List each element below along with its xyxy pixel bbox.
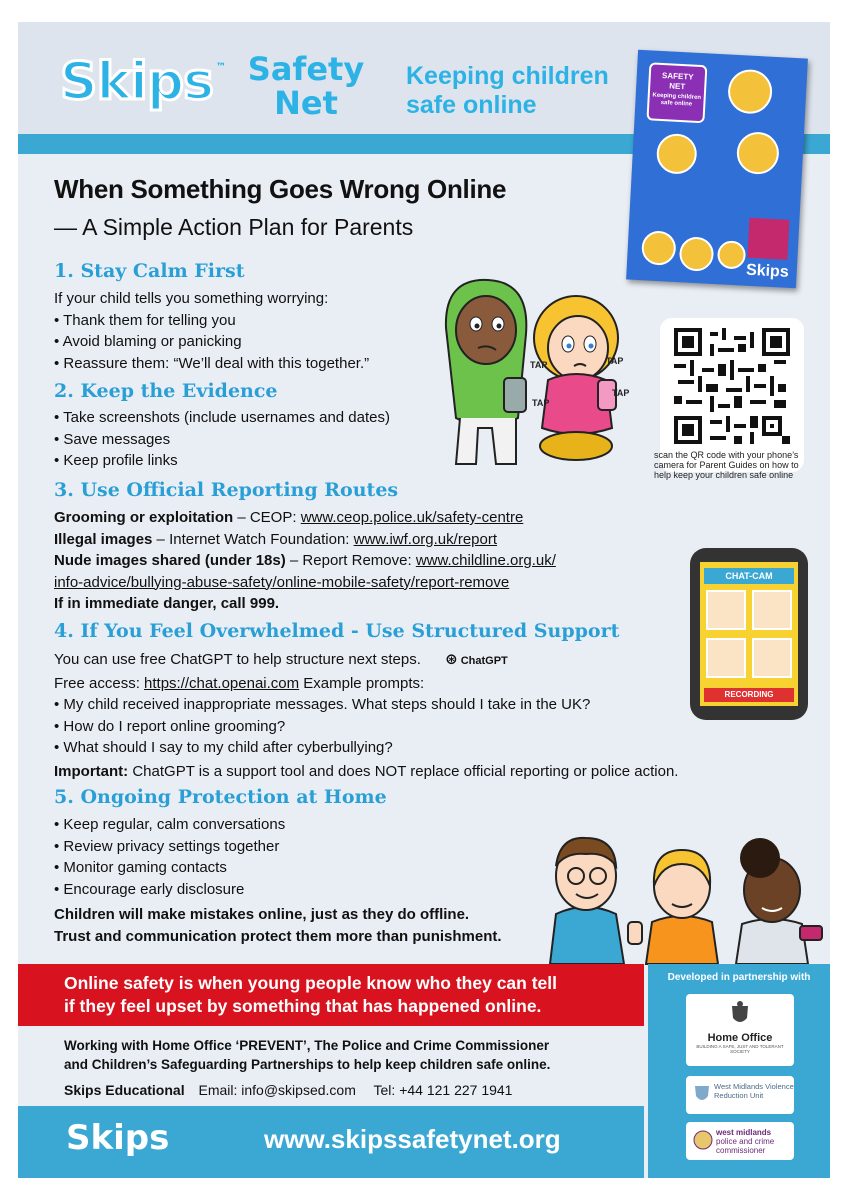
list-item: • Encourage early disclosure (54, 880, 245, 898)
partners-panel (648, 964, 830, 1178)
qr-code-image[interactable] (674, 328, 790, 444)
book-crossword-image (747, 218, 789, 260)
chat-cam-header: CHAT-CAM (704, 568, 794, 584)
page-subtitle: — A Simple Action Plan for Parents (54, 214, 414, 240)
book-cover-image (626, 50, 808, 289)
list-item: • Save messages (54, 430, 171, 448)
list-item: • Thank them for telling you (54, 311, 236, 329)
video-face (706, 590, 746, 630)
tagline: Keeping children safe online (406, 62, 609, 119)
section-3-heading: 3. Use Official Reporting Routes (54, 479, 399, 501)
list-item: • Avoid blaming or panicking (54, 333, 242, 350)
list-item: • Take screenshots (include usernames and dates) (54, 409, 390, 426)
tap-text: TAP (530, 360, 548, 370)
footer-skips-logo: Skips (66, 1118, 170, 1158)
partnership-statement: Working with Home Office ‘PREVENT’, The Police and Crime Commissioner and Children’s Safeguarding Partnerships to help keep children safe online. (64, 1038, 551, 1072)
list-item: • Keep profile links (54, 452, 178, 469)
list-item: • How do I report online grooming? (54, 717, 286, 735)
flyer (18, 22, 830, 1178)
pcc-logo: west midlands police and crime commissioner (686, 1122, 794, 1160)
shield-icon (694, 1084, 710, 1104)
list-item: • Reassure them: “We’ll deal with this together.” (54, 354, 370, 372)
iwf-link[interactable]: www.iwf.org.uk/report (353, 530, 498, 548)
book-illustration-circle (736, 131, 780, 175)
chatgpt-link[interactable]: https://chat.openai.com (144, 674, 300, 692)
qr-code-box[interactable] (660, 318, 804, 472)
book-illustration-circle (679, 236, 715, 272)
page-title: When Something Goes Wrong Online (54, 174, 507, 204)
parents-illustration (536, 830, 826, 964)
openai-icon: ⊛ (445, 651, 458, 668)
safety-net-brand: Safety Net (247, 50, 365, 122)
list-item: • Keep regular, calm conversations (54, 816, 286, 833)
section-3-body: Grooming or exploitation – CEOP: www.ceop.police.uk/safety-centre Illegal images – Internet Watch Foundation: www.iwf.org.uk/report Nude images shared (under 18s) – Report Remove: www.childline.org.uk/ info-advice/bullying-abuse-safety/online-mobile-safety/report-remove If in immediate danger, call 999. (54, 509, 556, 612)
ceop-link[interactable]: www.ceop.police.uk/safety-centre (300, 509, 524, 526)
website-link[interactable]: www.skipssafetynet.org (264, 1124, 561, 1154)
section-4-heading: 4. If You Feel Overwhelmed - Use Structured Support (54, 620, 620, 642)
section-5-body: • Keep regular, calm conversations • Review privacy settings together • Monitor gaming contacts • Encourage early disclosure Children will make mistakes online, just as they do offline. Trust and communication protect them more than punishment. (54, 816, 502, 945)
video-face (706, 638, 746, 678)
contact-line (64, 1082, 526, 1098)
list-item: • My child received inappropriate messages. What steps should I take in the UK? (54, 696, 591, 713)
childline-link-cont[interactable]: info-advice/bullying-abuse-safety/online-mobile-safety/report-remove (54, 573, 510, 591)
video-face (752, 638, 792, 678)
video-face (752, 590, 792, 630)
childline-link[interactable]: www.childline.org.uk/ (415, 552, 556, 569)
section-2-body (54, 407, 390, 472)
safety-message-banner: Online safety is when young people know who they can tell if they feel upset by something that has happened online. (18, 964, 644, 1026)
list-item: • Monitor gaming contacts (54, 859, 227, 876)
chat-cam-phone-illustration (690, 548, 808, 720)
tap-text: TAP (612, 388, 630, 398)
book-title-sticker: SAFETY NET Keeping children safe online (646, 62, 707, 123)
section-1-heading: 1. Stay Calm First (54, 260, 245, 282)
home-office-logo: Home Office BUILDING A SAFE, JUST AND TOLERANT SOCIETY (686, 994, 794, 1066)
qr-caption: scan the QR code with your phone’s camera for Parent Guides on how to help keep your children safe online (654, 450, 799, 480)
section-2-heading: 2. Keep the Evidence (54, 380, 278, 402)
recording-label: RECORDING (704, 688, 794, 702)
org-name: Skips Educational (64, 1082, 185, 1098)
crest-icon (694, 1129, 712, 1151)
book-skips-logo: Skips (745, 261, 790, 281)
section-4-body: You can use free ChatGPT to help structure next steps. ⊛ ChatGPT Free access: https://chat.openai.com Example prompts: • My child received inappropriate messages. What steps should I take in the UK? • How do I report online grooming? • What should I say to my child after cyberbullying? Important: ChatGPT is a support tool and does NOT replace official reporting or police action. (54, 651, 679, 780)
book-illustration-circle (717, 240, 746, 269)
crest-icon (729, 1000, 751, 1028)
skips-logo: Skips ™ (60, 52, 226, 112)
phone-text[interactable]: Tel: +44 121 227 1941 (373, 1082, 513, 1098)
tap-text: TAP (532, 398, 550, 408)
book-illustration-circle (656, 133, 698, 175)
book-illustration-circle (727, 69, 773, 115)
section-1-body: If your child tells you something worrying: • Thank them for telling you • Avoid blaming or panicking • Reassure them: “We’ll deal with this together.” (54, 288, 369, 374)
section-5-heading: 5. Ongoing Protection at Home (54, 786, 387, 808)
book-illustration-circle (641, 230, 677, 266)
tap-text: TAP (606, 356, 624, 366)
children-with-phones-illustration (426, 268, 630, 468)
email-text[interactable]: Email: info@skipsed.com (198, 1082, 356, 1098)
footer-bar (18, 1106, 644, 1178)
vru-logo: West Midlands Violence Reduction Unit (686, 1076, 794, 1114)
list-item: • What should I say to my child after cyberbullying? (54, 739, 393, 756)
list-item: • Review privacy settings together (54, 837, 280, 855)
chatgpt-logo: ⊛ ChatGPT (445, 651, 508, 668)
partners-label: Developed in partnership with (667, 972, 811, 983)
